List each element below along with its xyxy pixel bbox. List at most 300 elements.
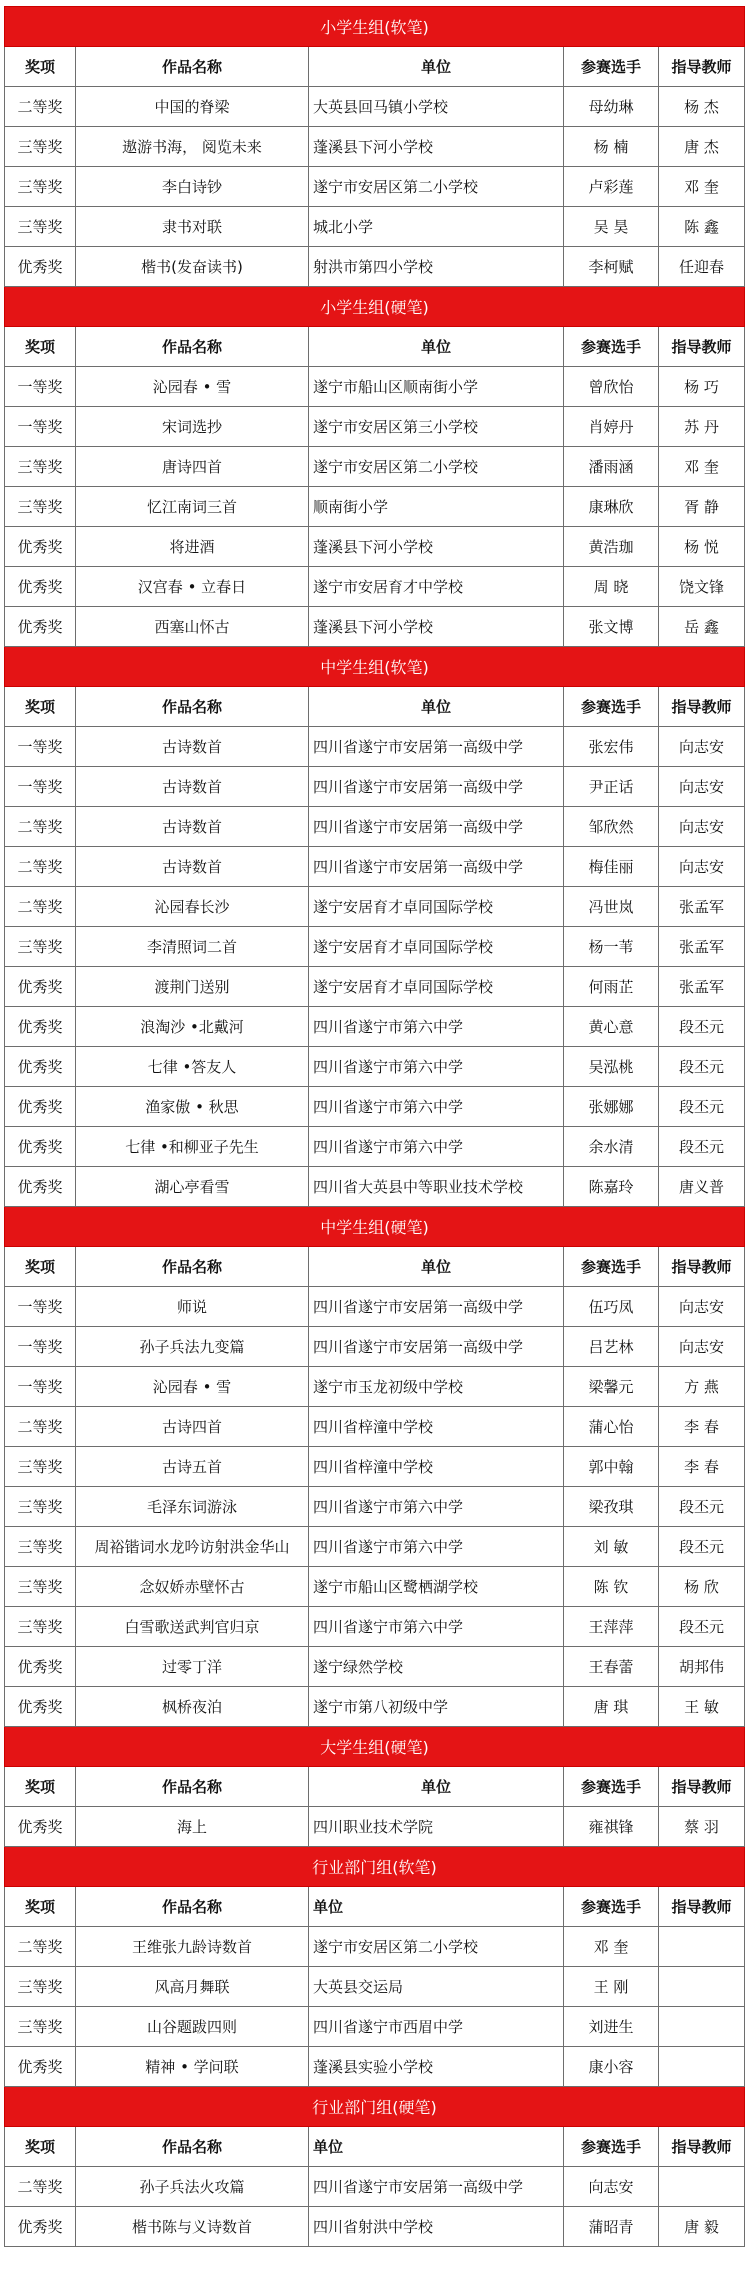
cell-contestant: 李柯赋 <box>564 247 659 287</box>
table-row <box>5 1407 745 1447</box>
cell-work-title: 沁园春 • 雪 <box>76 1367 309 1407</box>
cell-award: 三等奖 <box>5 447 76 487</box>
cell-work-title: 汉宫春 • 立春日 <box>76 567 309 607</box>
cell-unit: 四川省遂宁市安居第一高级中学 <box>309 1287 564 1327</box>
cell-contestant: 梁孜琪 <box>564 1487 659 1527</box>
cell-unit: 蓬溪县下河小学校 <box>309 527 564 567</box>
cell-work-title: 师说 <box>76 1287 309 1327</box>
cell-unit: 四川职业技术学院 <box>309 1807 564 1847</box>
cell-award: 优秀奖 <box>5 1647 76 1687</box>
cell-instructor: 唐 毅 <box>659 2207 745 2247</box>
cell-contestant: 康琳欣 <box>564 487 659 527</box>
table-row <box>5 1047 745 1087</box>
table-row <box>5 2167 745 2207</box>
cell-award: 三等奖 <box>5 927 76 967</box>
cell-unit: 四川省遂宁市第六中学 <box>309 1047 564 1087</box>
cell-unit: 遂宁市安居区第二小学校 <box>309 167 564 207</box>
cell-work-title: 周裕锴词水龙吟访射洪金华山 <box>76 1527 309 1567</box>
header-instructor: 指导教师 <box>659 1247 745 1287</box>
cell-contestant: 吕艺林 <box>564 1327 659 1367</box>
table-row <box>5 1647 745 1687</box>
cell-contestant: 唐 琪 <box>564 1687 659 1727</box>
section-title: 中学生组(硬笔) <box>5 1207 745 1247</box>
cell-contestant: 杨一苇 <box>564 927 659 967</box>
table-row <box>5 607 745 647</box>
cell-instructor: 张孟军 <box>659 887 745 927</box>
cell-award: 一等奖 <box>5 727 76 767</box>
cell-instructor: 段丕元 <box>659 1487 745 1527</box>
table-row <box>5 447 745 487</box>
table-row <box>5 887 745 927</box>
table-row <box>5 1607 745 1647</box>
cell-instructor: 段丕元 <box>659 1127 745 1167</box>
cell-instructor <box>659 2047 745 2087</box>
cell-unit: 四川省遂宁市安居第一高级中学 <box>309 727 564 767</box>
cell-award: 一等奖 <box>5 1367 76 1407</box>
cell-contestant: 陈 钦 <box>564 1567 659 1607</box>
cell-award: 一等奖 <box>5 407 76 447</box>
cell-instructor: 张孟军 <box>659 927 745 967</box>
cell-unit: 四川省遂宁市第六中学 <box>309 1087 564 1127</box>
header-contestant: 参赛选手 <box>564 687 659 727</box>
cell-unit: 遂宁安居育才卓同国际学校 <box>309 967 564 1007</box>
cell-instructor: 王 敏 <box>659 1687 745 1727</box>
cell-instructor: 饶文锋 <box>659 567 745 607</box>
header-award: 奖项 <box>5 1767 76 1807</box>
cell-unit: 遂宁市玉龙初级中学校 <box>309 1367 564 1407</box>
header-instructor: 指导教师 <box>659 47 745 87</box>
cell-contestant: 卢彩莲 <box>564 167 659 207</box>
cell-contestant: 黄心意 <box>564 1007 659 1047</box>
header-unit: 单位 <box>309 1887 564 1927</box>
cell-award: 三等奖 <box>5 1527 76 1567</box>
cell-instructor: 唐义普 <box>659 1167 745 1207</box>
table-row <box>5 1487 745 1527</box>
table-row <box>5 1087 745 1127</box>
cell-unit: 四川省遂宁市安居第一高级中学 <box>309 1327 564 1367</box>
cell-contestant: 邹欣然 <box>564 807 659 847</box>
table-row <box>5 1967 745 2007</box>
section-title: 行业部门组(硬笔) <box>5 2087 745 2127</box>
cell-contestant: 梅佳丽 <box>564 847 659 887</box>
cell-work-title: 宋词选抄 <box>76 407 309 447</box>
cell-work-title: 湖心亭看雪 <box>76 1167 309 1207</box>
cell-instructor: 杨 巧 <box>659 367 745 407</box>
cell-contestant: 王春蕾 <box>564 1647 659 1687</box>
table-row <box>5 1327 745 1367</box>
cell-award: 优秀奖 <box>5 2047 76 2087</box>
header-work-title: 作品名称 <box>76 1767 309 1807</box>
section-title: 中学生组(软笔) <box>5 647 745 687</box>
results-table <box>4 6 745 2247</box>
cell-instructor: 胡邦伟 <box>659 1647 745 1687</box>
cell-award: 三等奖 <box>5 1487 76 1527</box>
table-row <box>5 1927 745 1967</box>
cell-award: 三等奖 <box>5 487 76 527</box>
header-work-title: 作品名称 <box>76 1887 309 1927</box>
cell-award: 优秀奖 <box>5 1087 76 1127</box>
column-header-row <box>5 1887 745 1927</box>
cell-unit: 遂宁市安居育才中学校 <box>309 567 564 607</box>
cell-instructor: 陈 鑫 <box>659 207 745 247</box>
cell-instructor: 胥 静 <box>659 487 745 527</box>
cell-work-title: 李白诗钞 <box>76 167 309 207</box>
cell-instructor <box>659 1967 745 2007</box>
cell-work-title: 山谷题跋四则 <box>76 2007 309 2047</box>
cell-work-title: 孙子兵法火攻篇 <box>76 2167 309 2207</box>
cell-work-title: 风高月舞联 <box>76 1967 309 2007</box>
cell-unit: 大英县回马镇小学校 <box>309 87 564 127</box>
cell-unit: 遂宁市安居区第二小学校 <box>309 1927 564 1967</box>
cell-contestant: 陈嘉玲 <box>564 1167 659 1207</box>
table-row <box>5 927 745 967</box>
header-award: 奖项 <box>5 687 76 727</box>
table-row <box>5 367 745 407</box>
cell-contestant: 张宏伟 <box>564 727 659 767</box>
header-unit: 单位 <box>309 687 564 727</box>
header-instructor: 指导教师 <box>659 1887 745 1927</box>
section-title-row <box>5 1207 745 1247</box>
cell-contestant: 郭中翰 <box>564 1447 659 1487</box>
table-row <box>5 1287 745 1327</box>
cell-unit: 遂宁市安居区第三小学校 <box>309 407 564 447</box>
header-work-title: 作品名称 <box>76 1247 309 1287</box>
cell-award: 三等奖 <box>5 1607 76 1647</box>
cell-award: 一等奖 <box>5 1287 76 1327</box>
table-row <box>5 1367 745 1407</box>
header-unit: 单位 <box>309 47 564 87</box>
table-row <box>5 1527 745 1567</box>
header-work-title: 作品名称 <box>76 327 309 367</box>
cell-award: 二等奖 <box>5 87 76 127</box>
cell-instructor: 邓 奎 <box>659 447 745 487</box>
cell-instructor: 向志安 <box>659 767 745 807</box>
table-row <box>5 127 745 167</box>
cell-contestant: 王 刚 <box>564 1967 659 2007</box>
cell-award: 优秀奖 <box>5 1167 76 1207</box>
table-row <box>5 1007 745 1047</box>
cell-award: 二等奖 <box>5 1927 76 1967</box>
header-instructor: 指导教师 <box>659 1767 745 1807</box>
cell-contestant: 刘 敏 <box>564 1527 659 1567</box>
header-instructor: 指导教师 <box>659 687 745 727</box>
cell-instructor: 杨 悦 <box>659 527 745 567</box>
cell-award: 优秀奖 <box>5 1687 76 1727</box>
cell-contestant: 曾欣怡 <box>564 367 659 407</box>
section-title-row <box>5 1847 745 1887</box>
header-instructor: 指导教师 <box>659 2127 745 2167</box>
cell-unit: 蓬溪县实验小学校 <box>309 2047 564 2087</box>
cell-work-title: 李清照词二首 <box>76 927 309 967</box>
column-header-row <box>5 327 745 367</box>
cell-award: 二等奖 <box>5 847 76 887</box>
cell-instructor: 向志安 <box>659 807 745 847</box>
cell-work-title: 忆江南词三首 <box>76 487 309 527</box>
cell-contestant: 黄浩珈 <box>564 527 659 567</box>
cell-unit: 遂宁安居育才卓同国际学校 <box>309 927 564 967</box>
cell-work-title: 渡荆门送别 <box>76 967 309 1007</box>
table-row <box>5 1167 745 1207</box>
cell-work-title: 沁园春长沙 <box>76 887 309 927</box>
cell-unit: 四川省遂宁市西眉中学 <box>309 2007 564 2047</box>
cell-work-title: 渔家傲 • 秋思 <box>76 1087 309 1127</box>
cell-instructor: 杨 杰 <box>659 87 745 127</box>
cell-work-title: 古诗四首 <box>76 1407 309 1447</box>
cell-unit: 城北小学 <box>309 207 564 247</box>
cell-work-title: 楷书(发奋读书) <box>76 247 309 287</box>
cell-work-title: 枫桥夜泊 <box>76 1687 309 1727</box>
cell-award: 一等奖 <box>5 767 76 807</box>
cell-award: 三等奖 <box>5 1967 76 2007</box>
cell-work-title: 中国的脊梁 <box>76 87 309 127</box>
table-row <box>5 2007 745 2047</box>
cell-unit: 遂宁安居育才卓同国际学校 <box>309 887 564 927</box>
cell-unit: 四川省遂宁市安居第一高级中学 <box>309 767 564 807</box>
header-unit: 单位 <box>309 1247 564 1287</box>
cell-work-title: 念奴娇赤壁怀古 <box>76 1567 309 1607</box>
cell-work-title: 古诗五首 <box>76 1447 309 1487</box>
cell-contestant: 伍巧凤 <box>564 1287 659 1327</box>
table-row <box>5 1687 745 1727</box>
cell-award: 优秀奖 <box>5 607 76 647</box>
cell-unit: 射洪市第四小学校 <box>309 247 564 287</box>
header-contestant: 参赛选手 <box>564 2127 659 2167</box>
cell-contestant: 何雨芷 <box>564 967 659 1007</box>
cell-contestant: 吴泓桃 <box>564 1047 659 1087</box>
cell-instructor: 向志安 <box>659 847 745 887</box>
cell-unit: 蓬溪县下河小学校 <box>309 607 564 647</box>
cell-instructor: 向志安 <box>659 727 745 767</box>
cell-work-title: 隶书对联 <box>76 207 309 247</box>
header-contestant: 参赛选手 <box>564 47 659 87</box>
cell-unit: 蓬溪县下河小学校 <box>309 127 564 167</box>
cell-unit: 四川省遂宁市安居第一高级中学 <box>309 847 564 887</box>
cell-contestant: 杨 楠 <box>564 127 659 167</box>
column-header-row <box>5 1247 745 1287</box>
cell-work-title: 七律 •和柳亚子先生 <box>76 1127 309 1167</box>
cell-work-title: 白雪歌送武判官归京 <box>76 1607 309 1647</box>
cell-instructor <box>659 2007 745 2047</box>
cell-award: 三等奖 <box>5 1447 76 1487</box>
cell-instructor: 段丕元 <box>659 1527 745 1567</box>
table-row <box>5 527 745 567</box>
table-row <box>5 1447 745 1487</box>
cell-contestant: 张娜娜 <box>564 1087 659 1127</box>
cell-instructor: 唐 杰 <box>659 127 745 167</box>
cell-award: 一等奖 <box>5 367 76 407</box>
cell-instructor <box>659 1927 745 1967</box>
cell-instructor: 李 春 <box>659 1407 745 1447</box>
section-title: 大学生组(硬笔) <box>5 1727 745 1767</box>
section-title-row <box>5 1727 745 1767</box>
cell-contestant: 梁馨元 <box>564 1367 659 1407</box>
cell-award: 优秀奖 <box>5 1047 76 1087</box>
table-row <box>5 847 745 887</box>
cell-unit: 顺南街小学 <box>309 487 564 527</box>
header-unit: 单位 <box>309 1767 564 1807</box>
table-row <box>5 1807 745 1847</box>
cell-work-title: 古诗数首 <box>76 727 309 767</box>
cell-instructor: 岳 鑫 <box>659 607 745 647</box>
header-unit: 单位 <box>309 327 564 367</box>
cell-instructor: 段丕元 <box>659 1087 745 1127</box>
cell-work-title: 浪淘沙 •北戴河 <box>76 1007 309 1047</box>
cell-award: 优秀奖 <box>5 2207 76 2247</box>
cell-instructor: 段丕元 <box>659 1007 745 1047</box>
cell-award: 二等奖 <box>5 1407 76 1447</box>
cell-contestant: 潘雨涵 <box>564 447 659 487</box>
table-row <box>5 567 745 607</box>
header-award: 奖项 <box>5 47 76 87</box>
cell-work-title: 七律 •答友人 <box>76 1047 309 1087</box>
cell-unit: 遂宁市船山区顺南街小学 <box>309 367 564 407</box>
cell-award: 优秀奖 <box>5 967 76 1007</box>
cell-unit: 四川省梓潼中学校 <box>309 1447 564 1487</box>
cell-contestant: 雍祺锋 <box>564 1807 659 1847</box>
cell-instructor: 李 春 <box>659 1447 745 1487</box>
cell-unit: 四川省遂宁市安居第一高级中学 <box>309 2167 564 2207</box>
table-row <box>5 1127 745 1167</box>
cell-unit: 遂宁绿然学校 <box>309 1647 564 1687</box>
header-award: 奖项 <box>5 1247 76 1287</box>
header-unit: 单位 <box>309 2127 564 2167</box>
cell-award: 一等奖 <box>5 1327 76 1367</box>
cell-unit: 大英县交运局 <box>309 1967 564 2007</box>
column-header-row <box>5 47 745 87</box>
section-title: 小学生组(软笔) <box>5 7 745 47</box>
cell-work-title: 古诗数首 <box>76 847 309 887</box>
cell-contestant: 张文博 <box>564 607 659 647</box>
cell-contestant: 康小容 <box>564 2047 659 2087</box>
cell-contestant: 刘进生 <box>564 2007 659 2047</box>
cell-unit: 遂宁市船山区鹭栖湖学校 <box>309 1567 564 1607</box>
cell-award: 三等奖 <box>5 1567 76 1607</box>
cell-award: 优秀奖 <box>5 1127 76 1167</box>
header-award: 奖项 <box>5 327 76 367</box>
table-row <box>5 247 745 287</box>
cell-instructor: 段丕元 <box>659 1607 745 1647</box>
cell-instructor: 蔡 羽 <box>659 1807 745 1847</box>
table-row <box>5 407 745 447</box>
header-award: 奖项 <box>5 2127 76 2167</box>
cell-instructor: 向志安 <box>659 1327 745 1367</box>
cell-award: 三等奖 <box>5 127 76 167</box>
cell-unit: 四川省遂宁市第六中学 <box>309 1527 564 1567</box>
cell-unit: 四川省射洪中学校 <box>309 2207 564 2247</box>
cell-work-title: 沁园春 • 雪 <box>76 367 309 407</box>
cell-unit: 遂宁市安居区第二小学校 <box>309 447 564 487</box>
cell-award: 三等奖 <box>5 2007 76 2047</box>
cell-contestant: 冯世岚 <box>564 887 659 927</box>
cell-instructor: 杨 欣 <box>659 1567 745 1607</box>
header-contestant: 参赛选手 <box>564 1247 659 1287</box>
cell-contestant: 周 晓 <box>564 567 659 607</box>
cell-instructor <box>659 2167 745 2207</box>
table-row <box>5 87 745 127</box>
cell-contestant: 向志安 <box>564 2167 659 2207</box>
cell-work-title: 海上 <box>76 1807 309 1847</box>
cell-instructor: 任迎春 <box>659 247 745 287</box>
cell-unit: 遂宁市第八初级中学 <box>309 1687 564 1727</box>
cell-award: 二等奖 <box>5 807 76 847</box>
cell-award: 优秀奖 <box>5 1807 76 1847</box>
cell-unit: 四川省遂宁市第六中学 <box>309 1127 564 1167</box>
cell-work-title: 精神 • 学问联 <box>76 2047 309 2087</box>
cell-work-title: 孙子兵法九变篇 <box>76 1327 309 1367</box>
cell-work-title: 过零丁洋 <box>76 1647 309 1687</box>
header-instructor: 指导教师 <box>659 327 745 367</box>
header-work-title: 作品名称 <box>76 687 309 727</box>
column-header-row <box>5 1767 745 1807</box>
cell-instructor: 张孟军 <box>659 967 745 1007</box>
cell-unit: 四川省遂宁市第六中学 <box>309 1487 564 1527</box>
cell-contestant: 母幼琳 <box>564 87 659 127</box>
cell-award: 二等奖 <box>5 2167 76 2207</box>
section-title-row <box>5 7 745 47</box>
cell-work-title: 古诗数首 <box>76 767 309 807</box>
cell-unit: 四川省梓潼中学校 <box>309 1407 564 1447</box>
cell-award: 优秀奖 <box>5 527 76 567</box>
column-header-row <box>5 687 745 727</box>
section-title-row <box>5 287 745 327</box>
column-header-row <box>5 2127 745 2167</box>
cell-work-title: 唐诗四首 <box>76 447 309 487</box>
cell-award: 优秀奖 <box>5 567 76 607</box>
cell-instructor: 邓 奎 <box>659 167 745 207</box>
section-title: 行业部门组(软笔) <box>5 1847 745 1887</box>
section-title-row <box>5 2087 745 2127</box>
cell-contestant: 蒲昭青 <box>564 2207 659 2247</box>
header-award: 奖项 <box>5 1887 76 1927</box>
table-row <box>5 807 745 847</box>
cell-award: 三等奖 <box>5 207 76 247</box>
cell-instructor: 向志安 <box>659 1287 745 1327</box>
table-row <box>5 2047 745 2087</box>
cell-contestant: 尹正话 <box>564 767 659 807</box>
cell-work-title: 古诗数首 <box>76 807 309 847</box>
section-title-row <box>5 647 745 687</box>
cell-contestant: 邓 奎 <box>564 1927 659 1967</box>
section-title: 小学生组(硬笔) <box>5 287 745 327</box>
table-row <box>5 487 745 527</box>
header-work-title: 作品名称 <box>76 47 309 87</box>
table-row <box>5 207 745 247</box>
cell-contestant: 王萍萍 <box>564 1607 659 1647</box>
cell-work-title: 毛泽东词游泳 <box>76 1487 309 1527</box>
header-contestant: 参赛选手 <box>564 327 659 367</box>
cell-contestant: 余水清 <box>564 1127 659 1167</box>
header-work-title: 作品名称 <box>76 2127 309 2167</box>
cell-unit: 四川省遂宁市安居第一高级中学 <box>309 807 564 847</box>
cell-unit: 四川省遂宁市第六中学 <box>309 1007 564 1047</box>
cell-work-title: 王维张九龄诗数首 <box>76 1927 309 1967</box>
cell-instructor: 段丕元 <box>659 1047 745 1087</box>
table-row <box>5 767 745 807</box>
cell-contestant: 肖婷丹 <box>564 407 659 447</box>
table-row <box>5 727 745 767</box>
cell-contestant: 蒲心怡 <box>564 1407 659 1447</box>
cell-award: 优秀奖 <box>5 1007 76 1047</box>
cell-award: 二等奖 <box>5 887 76 927</box>
cell-work-title: 将进酒 <box>76 527 309 567</box>
cell-award: 三等奖 <box>5 167 76 207</box>
cell-unit: 四川省大英县中等职业技术学校 <box>309 1167 564 1207</box>
table-row <box>5 1567 745 1607</box>
cell-work-title: 西塞山怀古 <box>76 607 309 647</box>
header-contestant: 参赛选手 <box>564 1767 659 1807</box>
cell-work-title: 楷书陈与义诗数首 <box>76 2207 309 2247</box>
header-contestant: 参赛选手 <box>564 1887 659 1927</box>
